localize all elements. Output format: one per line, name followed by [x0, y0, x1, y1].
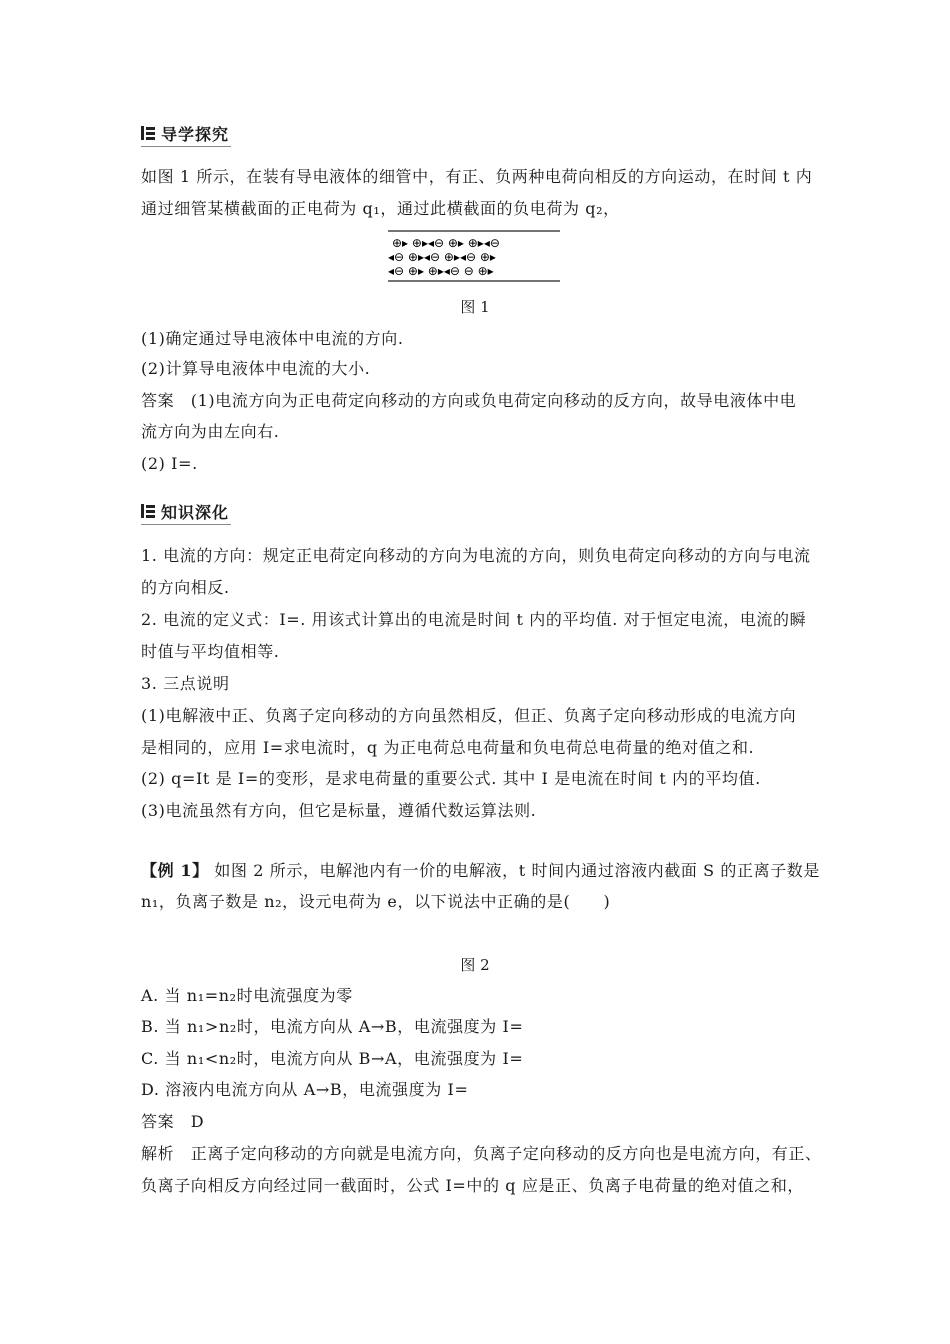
figure-1-row-1: ⊕▸ ⊕▸◂⊖ ⊕▸ ⊕▸◂⊖ — [392, 236, 500, 250]
section-marker-icon — [141, 126, 155, 140]
point-1-line-2: 的方向相反. — [141, 578, 230, 597]
point-3a-line-1: (1)电解液中正、负离子定向移动的方向虽然相反，但正、负离子定向移动形成的电流方向 — [141, 706, 797, 725]
figure-1-row-2: ◂⊖ ⊕▸◂⊖ ⊕▸◂⊖ ⊕▸ — [388, 250, 496, 264]
answer-line-2: 流方向为由左向右. — [141, 422, 280, 441]
figure-1-row-3: ◂⊖ ⊕▸ ⊕▸◂⊖ ⊖ ⊕▸ — [388, 264, 494, 278]
example-tag: 【例 1】 — [141, 861, 209, 880]
option-b: B. 当 n₁>n₂时，电流方向从 A→B，电流强度为 I= — [141, 1017, 524, 1036]
option-c: C. 当 n₁<n₂时，电流方向从 B→A，电流强度为 I= — [141, 1049, 524, 1068]
analysis-line-1: 解析 正离子定向移动的方向就是电流方向，负离子定向移动的反方向也是电流方向，有正、 — [141, 1144, 822, 1163]
point-3a-line-2: 是相同的，应用 I=求电流时，q 为正电荷总电荷量和负电荷总电荷量的绝对值之和. — [141, 738, 755, 757]
point-3c: (3)电流虽然有方向，但它是标量，遵循代数运算法则. — [141, 801, 537, 820]
heading-underline — [141, 524, 231, 525]
point-3b: (2) q=It 是 I=的变形，是求电荷量的重要公式. 其中 I 是电流在时间 t 内的平均值. — [141, 769, 761, 788]
figure-1-caption: 图 1 — [460, 298, 490, 316]
example-1-stem-line-1 — [141, 860, 821, 882]
example-answer: 答案 D — [141, 1112, 205, 1131]
figure-2-caption: 图 2 — [460, 956, 490, 974]
question-2: (2)计算导电液体中电流的大小. — [141, 359, 371, 378]
section-title: 知识深化 — [161, 502, 230, 522]
heading-underline — [141, 146, 231, 147]
section-heading-knowledge-deepening — [141, 498, 229, 524]
option-a: A. 当 n₁=n₂时电流强度为零 — [141, 986, 353, 1005]
question-1: (1)确定通过导电液体中电流的方向. — [141, 329, 404, 348]
section-heading-guided-inquiry — [141, 120, 229, 146]
point-3-title: 3. 三点说明 — [141, 674, 230, 693]
example-stem-text: 如图 2 所示，电解池内有一价的电解液，t 时间内通过溶液内截面 S 的正离子数是 — [208, 861, 821, 880]
intro-line-1: 如图 1 所示，在装有导电液体的细管中，有正、负两种电荷向相反的方向运动，在时间 t 内 — [141, 167, 813, 186]
section-marker-icon — [141, 504, 155, 518]
point-2-line-1: 2. 电流的定义式：I=. 用该式计算出的电流是时间 t 内的平均值. 对于恒定电流，电流的瞬 — [141, 610, 807, 629]
analysis-line-2: 负离子向相反方向经过同一截面时，公式 I=中的 q 应是正、负离子电荷量的绝对值之和， — [141, 1176, 805, 1195]
option-d: D. 溶液内电流方向从 A→B，电流强度为 I= — [141, 1080, 469, 1099]
figure-1-diagram — [386, 228, 562, 284]
intro-line-2: 通过细管某横截面的正电荷为 q₁，通过此横截面的负电荷为 q₂， — [141, 199, 620, 218]
answer-line-1: 答案 (1)电流方向为正电荷定向移动的方向或负电荷定向移动的反方向，故导电液体中电 — [141, 391, 797, 410]
section-title: 导学探究 — [161, 124, 230, 144]
example-1-stem-line-2: n₁，负离子数是 n₂，设元电荷为 e，以下说法中正确的是( ) — [141, 892, 611, 911]
point-2-line-2: 时值与平均值相等. — [141, 642, 280, 661]
answer-line-3: (2) I=. — [141, 454, 198, 473]
point-1-line-1: 1. 电流的方向：规定正电荷定向移动的方向为电流的方向，则负电荷定向移动的方向与电流 — [141, 546, 811, 565]
